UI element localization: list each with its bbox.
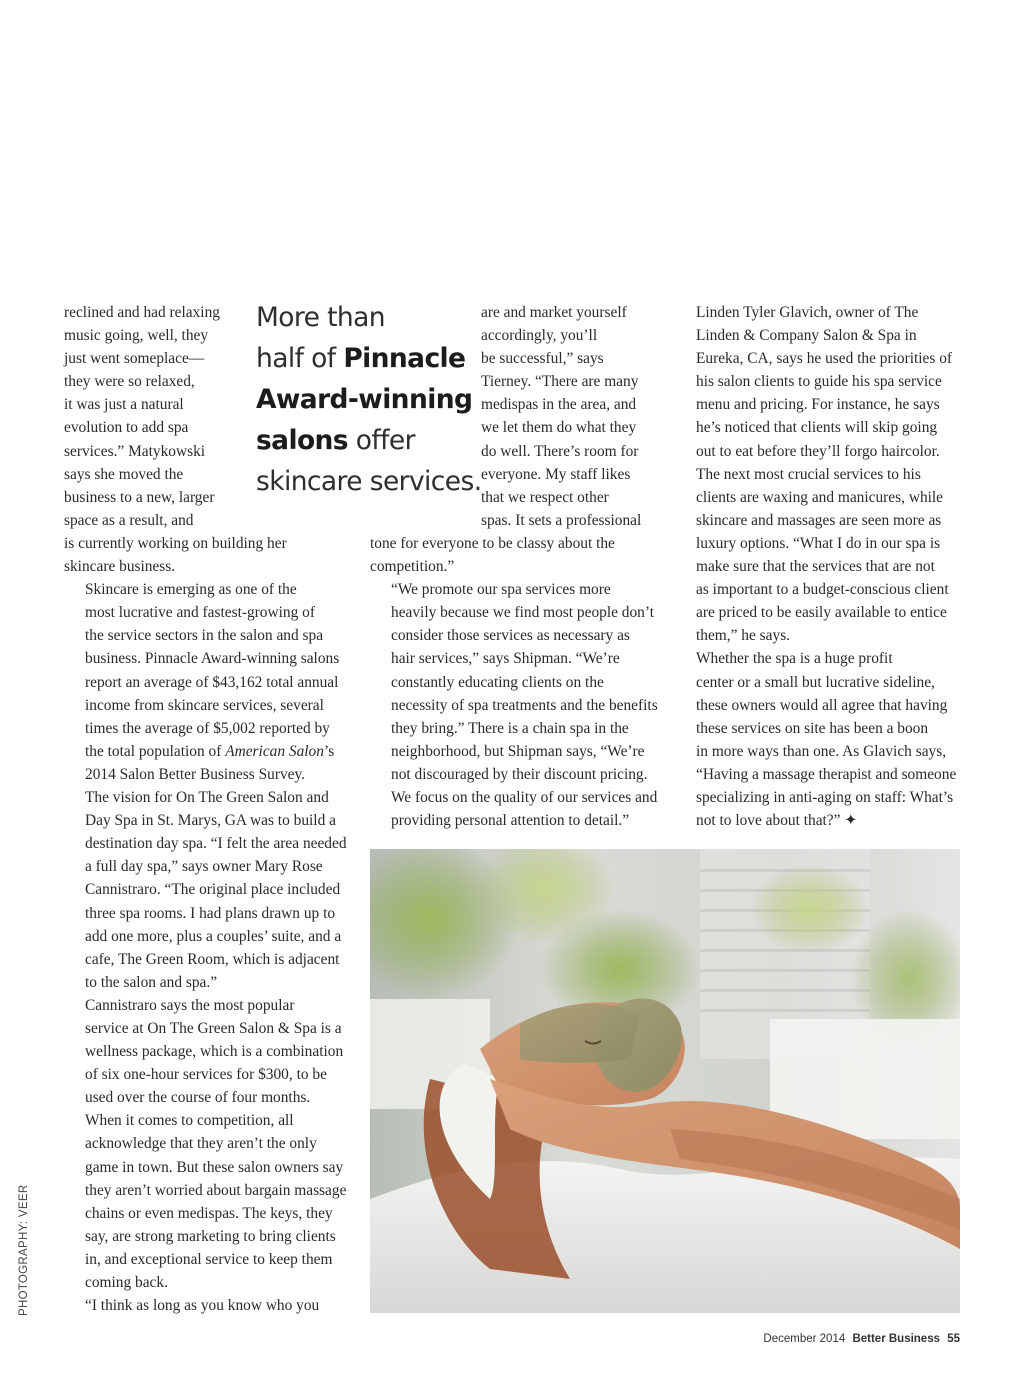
text-line: are priced to be easily available to entice: [696, 604, 947, 622]
text-line: chains or even medispas. The keys, they: [85, 1204, 333, 1222]
page-number: 55: [947, 1333, 960, 1345]
text-line: business to a new, larger: [64, 488, 215, 506]
text-line: constantly educating clients on the: [391, 673, 604, 691]
text-line: are and market yourself: [481, 304, 627, 321]
text-line: service at On The Green Salon & Spa is a: [85, 1019, 342, 1037]
text-line: “I think as long as you know who you: [85, 1297, 320, 1315]
text-line: tone for everyone to be classy about the: [370, 535, 615, 552]
text-line: skincare and massages are seen more as: [696, 511, 942, 529]
column-3-body-text: [675, 301, 971, 832]
text-line: The vision for On The Green Salon and: [85, 789, 329, 807]
text-line: he’s noticed that clients will skip going: [696, 419, 938, 437]
text-line: neighborhood, but Shipman says, “We’re: [391, 742, 645, 760]
text-line: make sure that the services that are not: [696, 558, 935, 576]
text-line: Linden & Company Salon & Spa in: [696, 327, 917, 345]
pull-quote-line: More than: [256, 302, 385, 333]
issue-date: December 2014: [763, 1333, 846, 1345]
text-line: clients are waxing and manicures, while: [696, 488, 944, 506]
text-line: they were so relaxed,: [64, 373, 195, 391]
paragraph: [370, 578, 666, 832]
text-line: they aren’t worried about bargain massage: [85, 1181, 347, 1199]
text-line: Eureka, CA, says he used the priorities of: [696, 350, 953, 368]
text-line: times the average of $5,002 reported by: [85, 719, 330, 737]
paragraph: [64, 578, 360, 786]
text-line: Skincare is emerging as one of the: [85, 581, 297, 599]
text-line: it was just a natural: [64, 396, 184, 414]
column-1-top-text: [64, 301, 244, 532]
text-line: We focus on the quality of our services and: [391, 789, 658, 807]
text-line: everyone. My staff likes: [481, 465, 631, 483]
text-line: just went someplace—: [64, 350, 205, 368]
text-line: these owners would all agree that having: [696, 696, 948, 714]
text-line: them,” he says.: [696, 627, 791, 645]
text-line: coming back.: [85, 1274, 168, 1291]
text-line: these services on site has been a boon: [696, 719, 929, 737]
text-line: in, and exceptional service to keep them: [85, 1250, 333, 1268]
text-line: the service sectors in the salon and spa: [85, 627, 324, 645]
pull-quote-line: Award-winning: [256, 384, 473, 415]
text-line: in more ways than one. As Glavich says,: [696, 742, 947, 760]
text-line: we let them do what they: [481, 419, 637, 437]
text-line: necessity of spa treatments and the benefits: [391, 696, 658, 714]
text-line: The next most crucial services to his: [696, 465, 921, 483]
text-line: not to love about that?” ✦: [696, 812, 858, 830]
text-line: destination day spa. “I felt the area needed: [85, 835, 347, 853]
column-2-top-text: [481, 301, 661, 532]
text-line: not discouraged by their discount pricing.: [391, 765, 648, 783]
text-line: is currently working on building her: [64, 535, 287, 552]
paragraph: [370, 532, 666, 578]
text-line: Cannistraro says the most popular: [85, 996, 295, 1014]
text-line: a full day spa,” says owner Mary Rose: [85, 858, 323, 876]
text-line: reclined and had relaxing: [64, 304, 220, 321]
text-line: music going, well, they: [64, 327, 209, 345]
text-line: competition.”: [370, 558, 455, 576]
pull-quote-line: half of Pinnacle: [256, 343, 466, 374]
text-line: business. Pinnacle Award-winning salons: [85, 650, 340, 668]
text-line: report an average of $43,162 total annual: [85, 673, 339, 691]
column-1-body-text: [64, 532, 360, 1317]
text-line: most lucrative and fastest-growing of: [85, 604, 315, 622]
text-line: Whether the spa is a huge profit: [696, 650, 893, 668]
pull-quote: [256, 297, 482, 502]
spa-facial-photo: [370, 849, 960, 1313]
publication-name: Better Business: [852, 1333, 940, 1345]
text-line: menu and pricing. For instance, he says: [696, 396, 940, 414]
text-line: income from skincare services, several: [85, 696, 324, 714]
text-line: to the salon and spa.”: [85, 973, 218, 991]
text-line: services.” Matykowski: [64, 442, 206, 460]
text-line: medispas in the area, and: [481, 396, 637, 414]
text-line: 2014 Salon Better Business Survey.: [85, 765, 306, 783]
text-line: accordingly, you’ll: [481, 327, 598, 345]
text-line: the total population of American Salon’s: [85, 742, 335, 760]
text-line: add one more, plus a couples’ suite, and a: [85, 927, 342, 945]
text-line: evolution to add spa: [64, 419, 189, 437]
text-line: that we respect other: [481, 488, 609, 506]
text-line: skincare business.: [64, 558, 176, 576]
text-line: hair services,” says Shipman. “We’re: [391, 650, 620, 668]
column-2-body-text: [370, 532, 666, 832]
paragraph: [64, 1109, 360, 1294]
text-line: say, are strong marketing to bring clients: [85, 1227, 336, 1245]
text-line: his salon clients to guide his spa service: [696, 373, 942, 391]
text-line: game in town. But these salon owners say: [85, 1158, 344, 1176]
text-line: out to eat before they’ll forgo haircolor.: [696, 442, 940, 460]
paragraph: [64, 1294, 360, 1317]
text-line: cafe, The Green Room, which is adjacent: [85, 950, 340, 968]
text-line: be successful,” says: [481, 350, 604, 368]
paragraph: [64, 994, 360, 1109]
paragraph: [64, 786, 360, 994]
text-line: do well. There’s room for: [481, 442, 639, 460]
text-line: Tierney. “There are many: [481, 373, 639, 391]
photo-credit: PHOTOGRAPHY: VEER: [18, 1184, 30, 1316]
pull-quote-line: salons offer: [256, 425, 415, 456]
text-line: specializing in anti-aging on staff: What’s: [696, 788, 954, 806]
text-line: “We promote our spa services more: [391, 581, 611, 599]
text-line: they bring.” There is a chain spa in the: [391, 719, 629, 737]
text-line: as important to a budget-conscious client: [696, 581, 949, 599]
text-line: of six one-hour services for $300, to be: [85, 1066, 327, 1084]
text-line: “Having a massage therapist and someone: [696, 765, 957, 783]
paragraph: [675, 301, 971, 647]
page-footer: [763, 1333, 960, 1345]
text-line: used over the course of four months.: [85, 1089, 311, 1107]
text-line: wellness package, which is a combination: [85, 1043, 344, 1061]
text-line: acknowledge that they aren’t the only: [85, 1135, 317, 1153]
text-line: spas. It sets a professional: [481, 511, 642, 529]
paragraph: [675, 647, 971, 832]
text-line: Linden Tyler Glavich, owner of The: [696, 304, 919, 321]
text-line: providing personal attention to detail.”: [391, 812, 630, 830]
text-line: When it comes to competition, all: [85, 1112, 294, 1130]
text-line: center or a small but lucrative sideline,: [696, 673, 935, 691]
text-line: three spa rooms. I had plans drawn up to: [85, 904, 336, 922]
paragraph: [64, 532, 360, 578]
text-line: Cannistraro. “The original place included: [85, 881, 341, 899]
text-line: says she moved the: [64, 465, 184, 483]
text-line: consider those services as necessary as: [391, 627, 630, 645]
pull-quote-line: skincare services.: [256, 466, 482, 497]
text-line: Day Spa in St. Marys, GA was to build a: [85, 812, 336, 830]
text-line: luxury options. “What I do in our spa is: [696, 534, 941, 552]
text-line: heavily because we find most people don’t: [391, 604, 654, 622]
text-line: space as a result, and: [64, 511, 194, 529]
